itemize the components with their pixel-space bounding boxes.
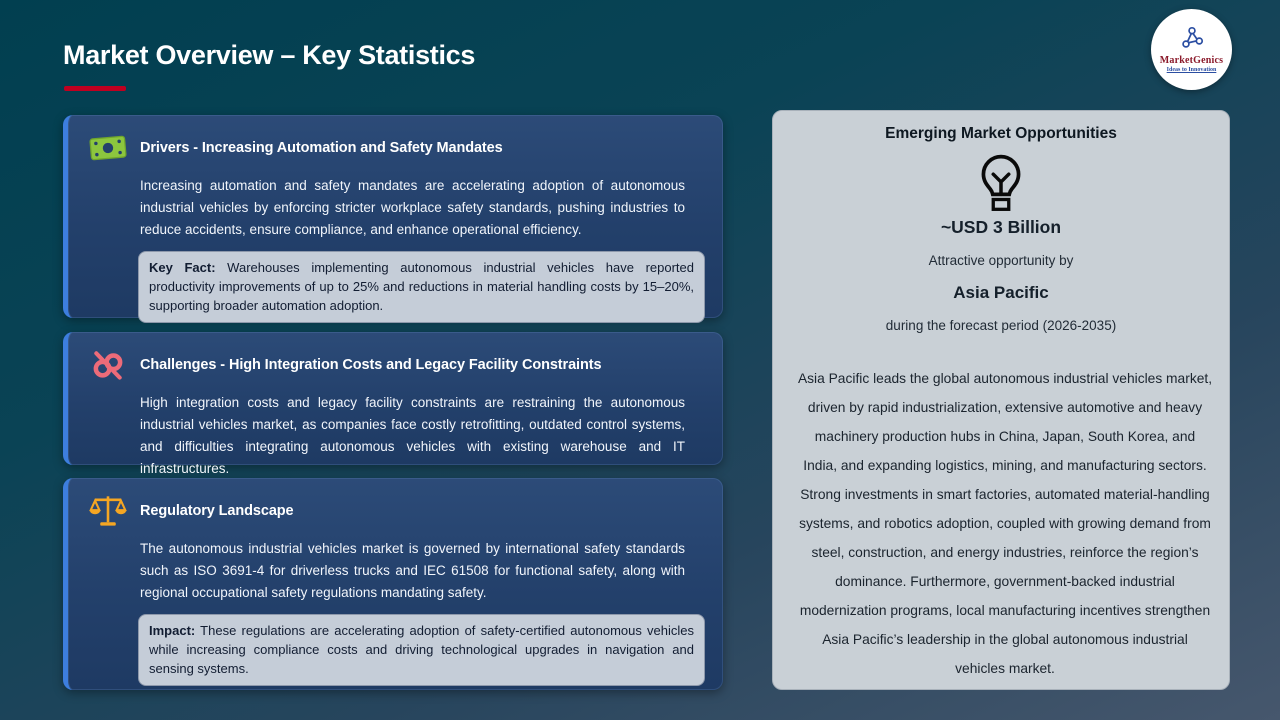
key-fact-label: Key Fact: — [149, 259, 216, 275]
regulatory-card-body: The autonomous industrial vehicles market is governed by international safety standards such as ISO 3691-4 for driverless trucks and IEC 61508 for functional safety, along with regional occupational safety regulations mandating safety. — [140, 541, 685, 600]
challenges-card-header — [68, 332, 723, 384]
opportunity-panel-title: Emerging Market Opportunities — [885, 125, 1117, 142]
money-icon — [88, 129, 128, 167]
drivers-card-body: Increasing automation and safety mandates are accelerating adoption of autonomous industrial vehicles by enforcing stricter workplace safety standards, pushing industries to reduce accidents, ensure compliance, and enhance operational efficiency. — [140, 178, 685, 237]
opportunity-value: ~USD 3 Billion — [940, 217, 1062, 237]
lightbulb-icon — [975, 153, 1027, 215]
scales-icon — [88, 492, 128, 530]
drivers-card-title: Drivers - Increasing Automation and Safety Mandates — [140, 140, 503, 156]
regulatory-card-header — [68, 478, 723, 530]
regulatory-card-title: Regulatory Landscape — [140, 503, 294, 519]
opportunity-period: during the forecast period (2026-2035) — [885, 318, 1117, 333]
key-fact-box — [138, 251, 705, 324]
regulatory-card — [63, 478, 723, 690]
impact-box — [138, 614, 705, 687]
opportunity-description: Asia Pacific leads the global autonomous industrial vehicles market, driven by rapid industrialization, extensive automotive and heavy machinery production hubs in China, Japan, South Korea, and India, and expanding logistics, mining, and manufacturing sectors. Strong investments in smart factories, automated material-handling systems, and robotics adoption, coupled with growing demand from steel, construction, and energy industries, reinforce the region’s dominance. Furthermore, government-backed industrial modernization programs, local manufacturing incentives strengthen Asia Pacific’s leadership in the global autonomous industrial vehicles market. — [797, 371, 1213, 676]
opportunity-panel — [772, 110, 1230, 690]
opportunity-region: Asia Pacific — [953, 283, 1049, 302]
logo-name: MarketGenics — [1159, 54, 1224, 66]
impact-label: Impact: — [149, 622, 196, 638]
impact-text: These regulations are accelerating adoption of safety-certified autonomous vehicles while increasing compliance costs and driving technological upgrades in navigation and sensing systems. — [149, 622, 694, 677]
drivers-card — [63, 115, 723, 318]
marketgenics-logo — [1151, 9, 1232, 90]
drivers-card-header — [68, 115, 723, 167]
challenges-card — [63, 332, 723, 476]
challenges-card-title: Challenges - High Integration Costs and Legacy Facility Constraints — [140, 357, 602, 373]
logo-tagline: Ideas to Innovation — [1166, 66, 1217, 73]
broken-link-icon — [88, 346, 128, 384]
key-fact-text: Warehouses implementing autonomous industrial vehicles have reported productivity improvements of up to 25% and reductions in material handling costs by 15–20%, supporting broader automation adoption. — [149, 259, 694, 314]
title-underline — [64, 86, 126, 91]
molecule-icon — [1179, 26, 1205, 55]
opportunity-subtitle: Attractive opportunity by — [928, 253, 1074, 268]
challenges-card-body: High integration costs and legacy facility constraints are restraining the autonomous industrial vehicles market, as companies face costly retrofitting, outdated control systems, and difficulties integrating autonomous vehicles with existing warehouse and IT infrastructures. — [140, 395, 685, 476]
page-title: Market Overview – Key Statistics — [63, 40, 476, 70]
